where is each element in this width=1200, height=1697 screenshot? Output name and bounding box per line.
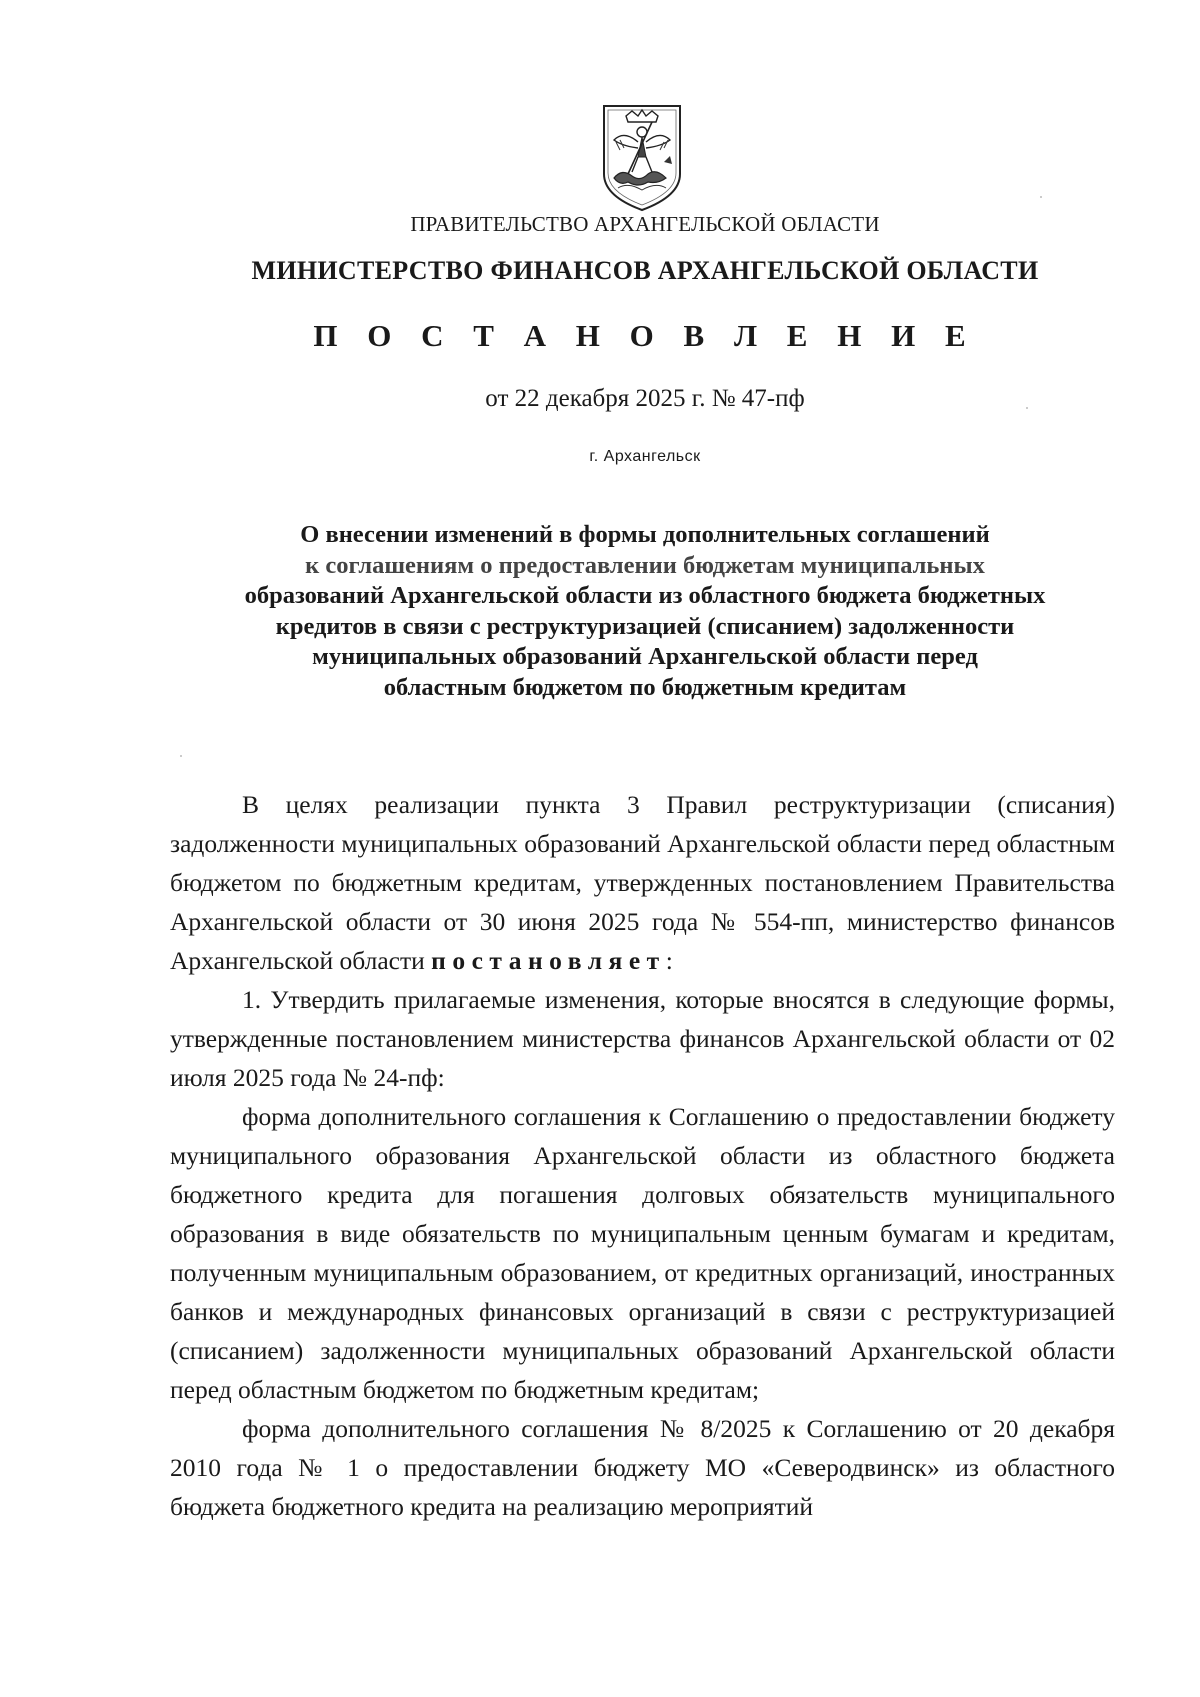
document-title	[160, 520, 1130, 703]
title-line: образований Архангельской области из областного бюджета бюджетных	[244, 582, 1046, 609]
resolves-colon: :	[665, 946, 673, 975]
preamble-paragraph	[170, 785, 1115, 980]
scan-speck	[1040, 196, 1042, 198]
ministry-heading: МИНИСТЕРСТВО ФИНАНСОВ АРХАНГЕЛЬСКОЙ ОБЛАСТИ	[251, 256, 1039, 285]
form-2-paragraph: форма дополнительного соглашения № 8/2025 к Соглашению от 20 декабря 2010 года № 1 о предоставлении бюджету МО «Северодвинск» из областного бюджета бюджетного кредита на реализацию мероприятий	[170, 1414, 1115, 1521]
title-line: областным бюджетом по бюджетным кредитам	[383, 673, 907, 701]
document-date-number: от 22 декабря 2025 г. № 47-пф	[485, 385, 805, 412]
title-line: к соглашениям о предоставлении бюджетам муниципальных	[305, 551, 985, 579]
document-type: П О С Т А Н О В Л Е Н И Е	[313, 318, 977, 353]
preamble-text: В целях реализации пункта 3 Правил реструктуризации (списания) задолженности муниципальных образований Архангельской области перед областным бюджетом по бюджетным кредитам, утвержденных постановлением Правительства Архангельской области от 30 июня 2025 года № 554-пп, министерство финансов Архангельской области	[170, 790, 1115, 975]
document-body	[170, 785, 1115, 1526]
document-city: г. Архангельск	[589, 448, 701, 465]
item-1-paragraph: 1. Утвердить прилагаемые изменения, которые вносятся в следующие формы, утвержденные постановлением министерства финансов Архангельской области от 02 июля 2025 года № 24-пф:	[170, 985, 1115, 1092]
coat-of-arms-emblem	[598, 102, 686, 212]
government-heading: ПРАВИТЕЛЬСТВО АРХАНГЕЛЬСКОЙ ОБЛАСТИ	[410, 212, 880, 236]
form-1-paragraph: форма дополнительного соглашения к Соглашению о предоставлении бюджету муниципального образования Архангельской области из областного бюджета бюджетного кредита для погашения долговых обязательств муниципального образования в виде обязательств по муниципальным ценным бумагам и кредитам, полученным муниципальным образованием, от кредитных организаций, иностранных банков и международных финансовых организаций в связи с реструктуризацией (списанием) задолженности муниципальных образований Архангельской области перед областным бюджетом по бюджетным кредитам;	[170, 1102, 1115, 1404]
scan-speck	[180, 755, 182, 757]
title-line: муниципальных образований Архангельской области перед	[312, 643, 978, 670]
resolves-word: постановляет	[431, 946, 666, 975]
title-line: О внесении изменений в формы дополнительных соглашений	[300, 521, 990, 548]
title-line: кредитов в связи с реструктуризацией (списанием) задолженности	[275, 612, 1015, 640]
scan-speck	[1026, 407, 1028, 409]
